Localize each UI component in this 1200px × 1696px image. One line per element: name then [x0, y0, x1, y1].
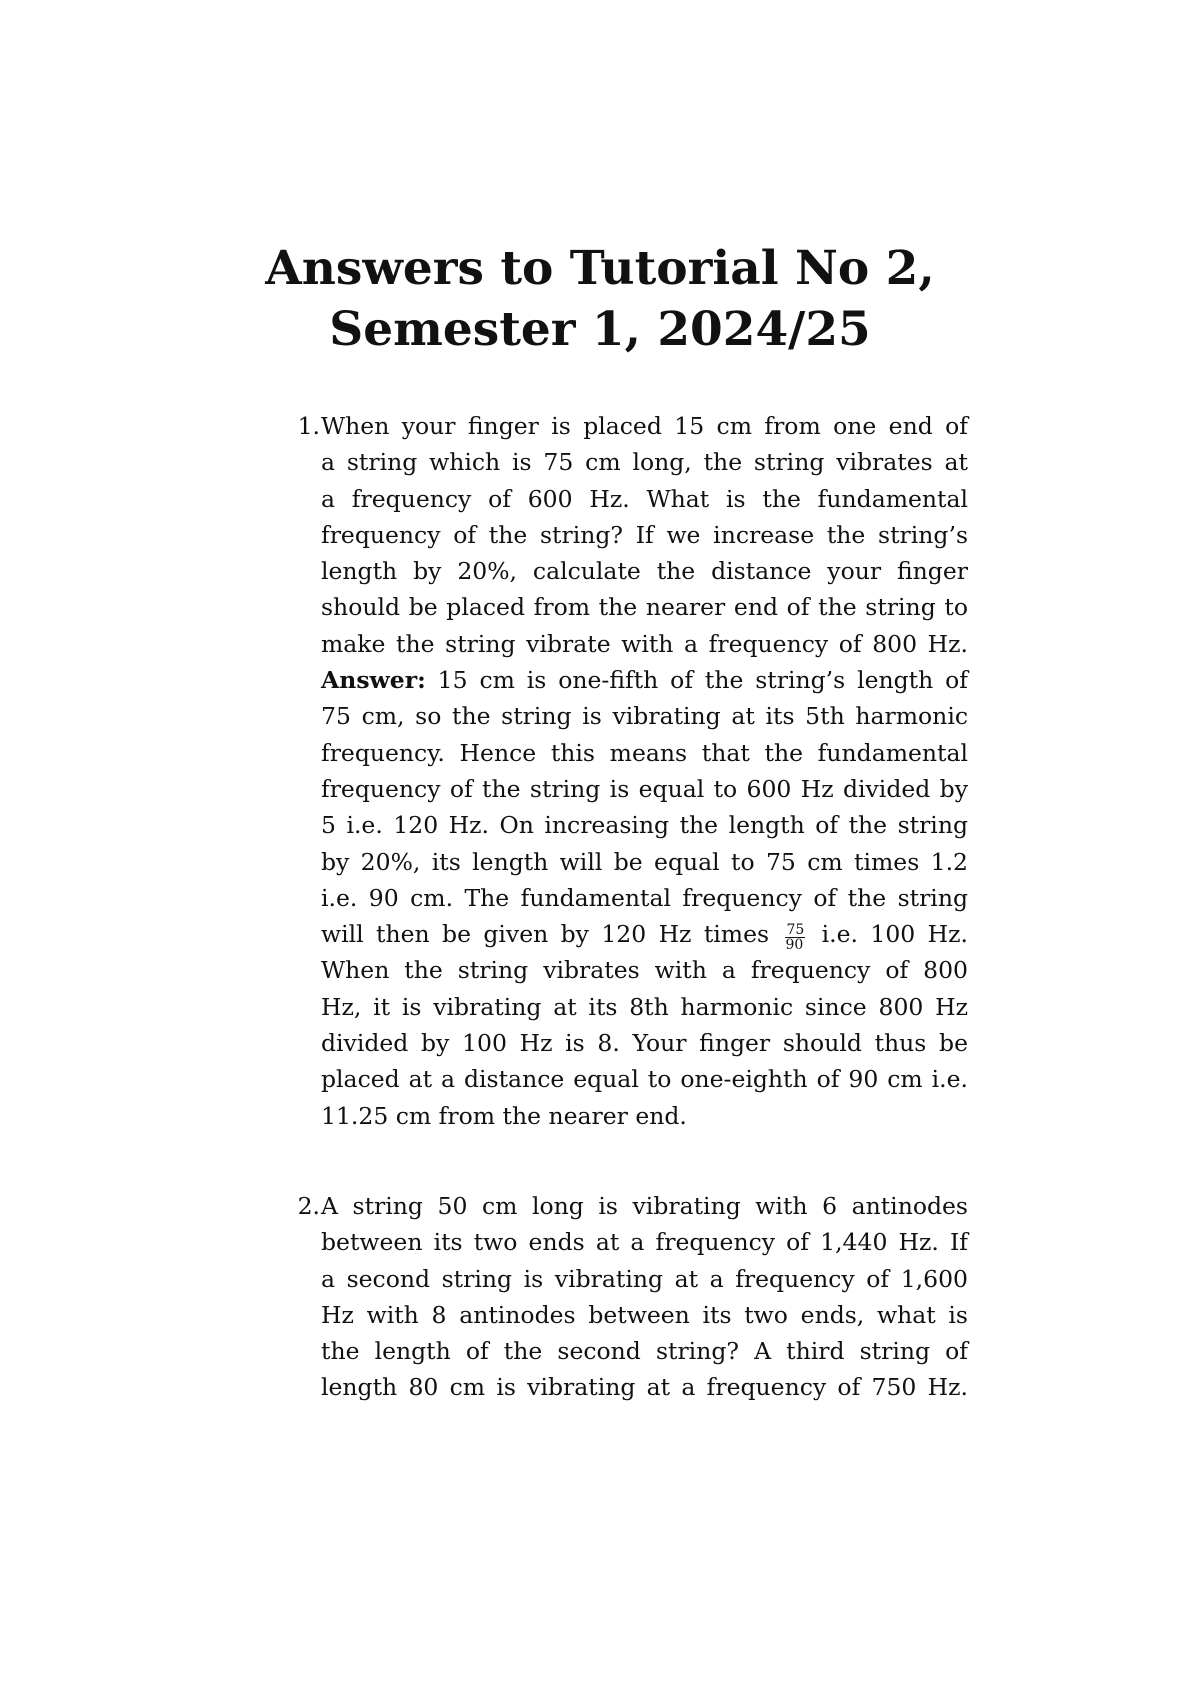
answer-text-line: placed at a distance equal to one-eighth of 90 cm i.e.: [321, 1065, 968, 1094]
question-text-line: Hz with 8 antinodes between its two ends, what is: [321, 1300, 968, 1329]
answer-text-line: i.e. 90 cm. The fundamental frequency of the string: [321, 883, 968, 912]
question-text-line: make the string vibrate with a frequency of 800 Hz.: [321, 629, 968, 658]
answer-text-line: divided by 100 Hz is 8. Your finger should thus be: [321, 1029, 968, 1058]
fraction-numerator: 75: [786, 922, 805, 939]
answer-text-line: 75 cm, so the string is vibrating at its 5th harmonic: [321, 702, 968, 731]
fraction-line-after: i.e. 100 Hz.: [821, 920, 968, 949]
question-text-line: When your finger is placed 15 cm from one end of: [321, 412, 968, 440]
answer-text-line: 11.25 cm from the nearer end.: [321, 1101, 687, 1130]
question-text-line: frequency of the string? If we increase the string’s: [321, 520, 968, 549]
question-body: [321, 408, 968, 1134]
question-text-line: between its two ends at a frequency of 1,440 Hz. If: [321, 1228, 968, 1257]
question-text-line: the length of the second string? A third string of: [321, 1337, 968, 1366]
answer-first-line: [321, 662, 968, 698]
page-title: [0, 238, 1200, 360]
answer-text-line: by 20%, its length will be equal to 75 cm times 1.2: [321, 847, 968, 876]
question-text-line: length 80 cm is vibrating at a frequency of 750 Hz.: [321, 1373, 968, 1402]
question-text-line: a frequency of 600 Hz. What is the fundamental: [321, 484, 968, 513]
answer-text: 15 cm is one-fifth of the string’s length of: [437, 666, 968, 695]
question-text-line: A string 50 cm long is vibrating with 6 antinodes: [321, 1192, 968, 1220]
fraction-line-before: will then be given by 120 Hz times: [321, 920, 770, 949]
answer-fraction-line: [321, 916, 968, 952]
answer-text-line: 5 i.e. 120 Hz. On increasing the length of the string: [321, 811, 968, 840]
answer-text-line: frequency of the string is equal to 600 Hz divided by: [321, 774, 968, 803]
question-text-line: length by 20%, calculate the distance your finger: [321, 557, 968, 586]
answer-text-line: Hz, it is vibrating at its 8th harmonic since 800 Hz: [321, 992, 968, 1021]
question-number: 1.: [297, 412, 320, 440]
question-body: [321, 1188, 968, 1406]
question-text-line: should be placed from the nearer end of the string to: [321, 593, 968, 622]
answer-text-line: frequency. Hence this means that the fundamental: [321, 738, 968, 767]
question-number: 2.: [297, 1192, 320, 1220]
title-line-1: Answers to Tutorial No 2,: [265, 241, 935, 296]
fraction-denominator: 90: [785, 937, 804, 954]
question-text-line: a string which is 75 cm long, the string vibrates at: [321, 448, 968, 477]
title-line-2: Semester 1, 2024/25: [329, 302, 871, 357]
fraction: [785, 923, 805, 952]
question-text-line: a second string is vibrating at a frequency of 1,600: [321, 1264, 968, 1293]
answer-text-line: When the string vibrates with a frequency of 800: [321, 956, 968, 985]
answer-label: Answer:: [321, 666, 426, 695]
